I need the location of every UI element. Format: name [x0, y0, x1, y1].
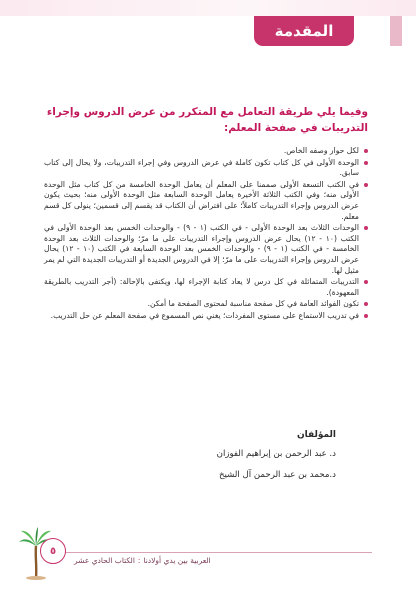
page-title: المقدمة: [274, 22, 334, 40]
page-number: ٥: [49, 545, 57, 557]
list-item: الوحدات الثلاث بعد الوحدة الأولى - في الكتب (١ - ٩) - والوحدات الخمس بعد الوحدة الأولى في الكتب (١٠ - ١٢) يحال عرض الدروس وإجراء التدريبات على ما مرّ؛ والوحدات الثلاث بعد الوحدة الخامسة - في الكتب (١ - ٩) - والوحدات الخمس بعد الوحدة السابعة في الكتب (١٠ - ١٢) يحال عرض الدروس وإجراء التدريبات على ما مرّ؛ إلا في الدروس الجديدة أو التدريبات الجديدة التي لم يمر مثيل لها.: [44, 223, 368, 276]
author-name: د.محمد بن عبد الرحمن آل الشيخ: [218, 470, 336, 480]
footer-divider: [64, 552, 372, 553]
guidelines-list: [44, 146, 368, 322]
section-heading: وفيما يلي طريقة التعامل مع المتكرر من عرض الدروس وإجراء التدريبات في صفحة المعلم:: [46, 106, 368, 134]
authors-block: [96, 430, 336, 490]
footer-caption: [74, 556, 356, 565]
header-accent-bar: [390, 16, 402, 46]
list-item: في الكتب التسعة الأولى صممنا على المعلم أن يعامل الوحدة الخامسة من كل كتاب مثل الوحدة الأولى منه؛ وفي الكتب الثلاثة الأخيرة يعامل الوحدة السابعة مثل الوحدة الأولى منه؛ بحيث يكون عرض الدروس وإجراء التدريبات كاملاً؛ على افتراض أن الكتاب قد يقسم إلى قسمين؛ ينولى كل قسم معلم.: [44, 180, 368, 222]
series-title: العربية بين يدي أولادنا: [143, 556, 211, 565]
list-item: لكل حوار وصفه الخاص.: [44, 146, 368, 157]
list-item: في تدريب الاستماع على مستوى المفردات؛ يغني نص المسموع في صفحة المعلم عن حل التدريب.: [44, 311, 368, 322]
list-item: الوحدة الأولى في كل كتاب تكون كاملة في عرض الدروس وفي إجراء التدريبات، ولا يحال إلى كتاب سابق.: [44, 158, 368, 179]
footer-separator: :: [137, 556, 141, 565]
authors-label: المؤلفان: [296, 430, 336, 440]
top-decorative-band: [0, 0, 416, 16]
main-content: [44, 104, 368, 323]
author-name: د. عبد الرحمن بن إبراهيم الفوزان: [216, 449, 336, 459]
page-number-badge: [40, 538, 66, 564]
book-title: الكتاب الحادي عشر: [74, 556, 135, 565]
list-item: تكون الفوائد العامة في كل صفحة مناسبة لمحتوى الصفحة ما أمكن.: [44, 299, 368, 310]
list-item: التدريبات المتماثلة في كل درس لا يعاد كتابة الإجراء لها، ويكتفى بالإحالة: (أجر التدريب بالطريقة المعهودة).: [44, 277, 368, 298]
section-title-tab: [254, 16, 354, 46]
